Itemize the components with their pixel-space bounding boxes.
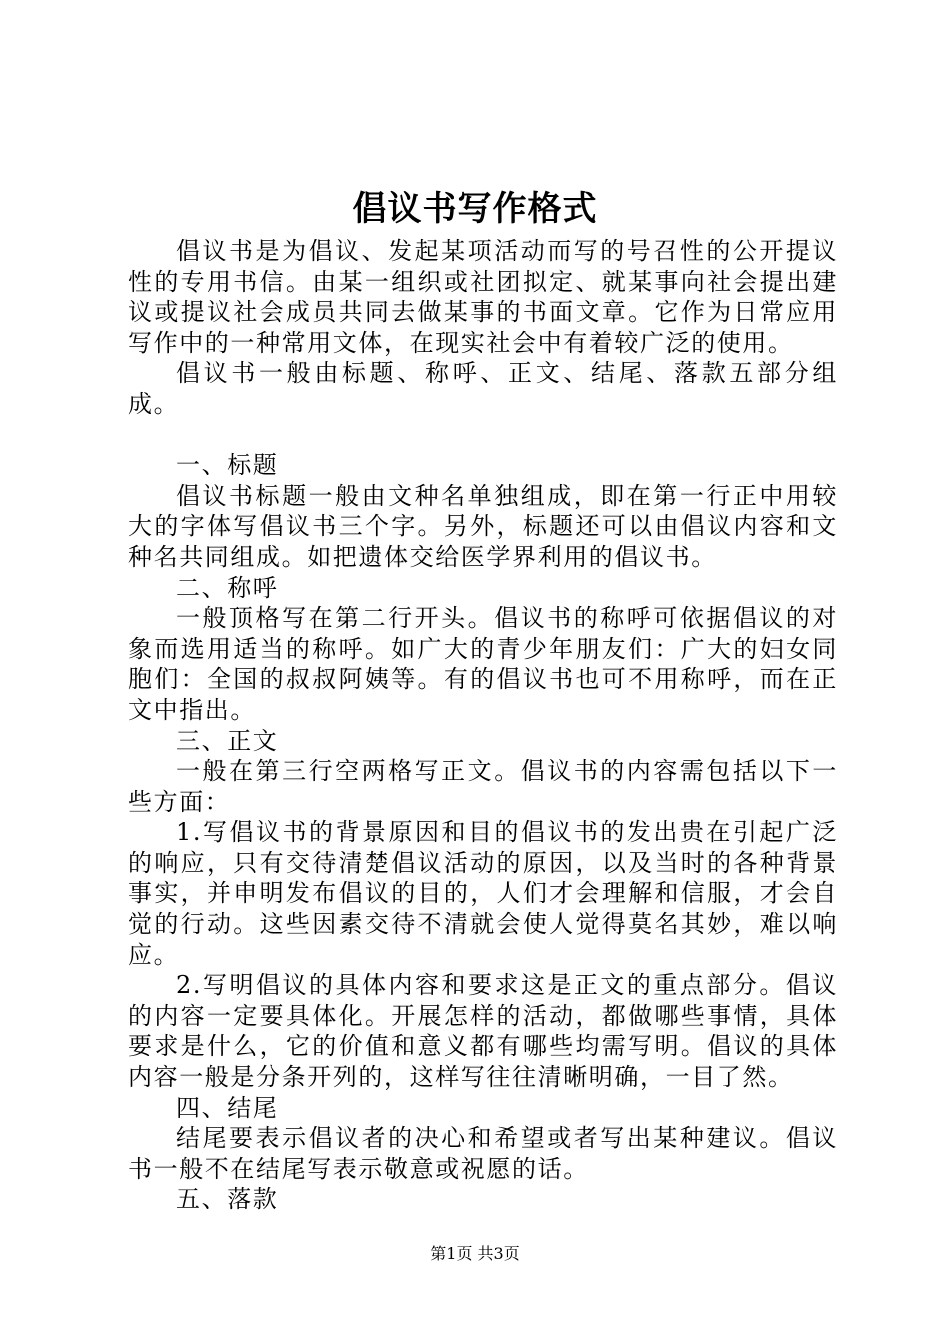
- section-heading-body: 三、正文: [176, 726, 279, 755]
- ending-section-paragraph: 结尾要表示倡议者的决心和希望或者写出某种建议。倡议书一般不在结尾写表示敬意或祝愿的话。: [128, 1124, 838, 1183]
- section-heading-signature: 五、落款: [176, 1185, 279, 1214]
- body-point-1: 1.写倡议书的背景原因和目的倡议书的发出贵在引起广泛的响应，只有交待清楚倡议活动的原因，以及当时的各种背景事实，并申明发布倡议的目的，人们才会理解和信服，才会自觉的行动。这些因素交待不清就会使人觉得莫名其妙，难以响应。: [128, 818, 838, 969]
- intro-paragraph: 倡议书是为倡议、发起某项活动而写的号召性的公开提议性的专用书信。由某一组织或社团拟定、就某事向社会提出建议或提议社会成员共同去做某事的书面文章。它作为日常应用写作中的一种常用文体，在现实社会中有着较广泛的使用。: [128, 237, 838, 357]
- section-heading-ending: 四、结尾: [176, 1093, 279, 1122]
- section-heading-salutation: 二、称呼: [176, 573, 279, 602]
- document-title: 倡议书写作格式: [352, 189, 598, 229]
- salutation-section-paragraph: 一般顶格写在第二行开头。倡议书的称呼可依据倡议的对象而选用适当的称呼。如广大的青少年朋友们：广大的妇女同胞们：全国的叔叔阿姨等。有的倡议书也可不用称呼，而在正文中指出。: [128, 604, 838, 724]
- document-body: [128, 236, 838, 1215]
- paragraph-spacer: [128, 420, 838, 451]
- page-number-footer: 第1页 共3页: [430, 1244, 520, 1263]
- section-heading-title: 一、标题: [176, 451, 279, 480]
- structure-paragraph: 倡议书一般由标题、称呼、正文、结尾、落款五部分组成。: [128, 359, 838, 418]
- title-section-paragraph: 倡议书标题一般由文种名单独组成，即在第一行正中用较大的字体写倡议书三个字。另外，标题还可以由倡议内容和文种名共同组成。如把遗体交给医学界利用的倡议书。: [128, 481, 838, 571]
- body-point-2: 2.写明倡议的具体内容和要求这是正文的重点部分。倡议的内容一定要具体化。开展怎样的活动，都做哪些事情，具体要求是什么，它的价值和意义都有哪些均需写明。倡议的具体内容一般是分条开列的，这样写往往清晰明确，一目了然。: [128, 971, 838, 1092]
- body-section-paragraph: 一般在第三行空两格写正文。倡议书的内容需包括以下一些方面：: [128, 757, 838, 816]
